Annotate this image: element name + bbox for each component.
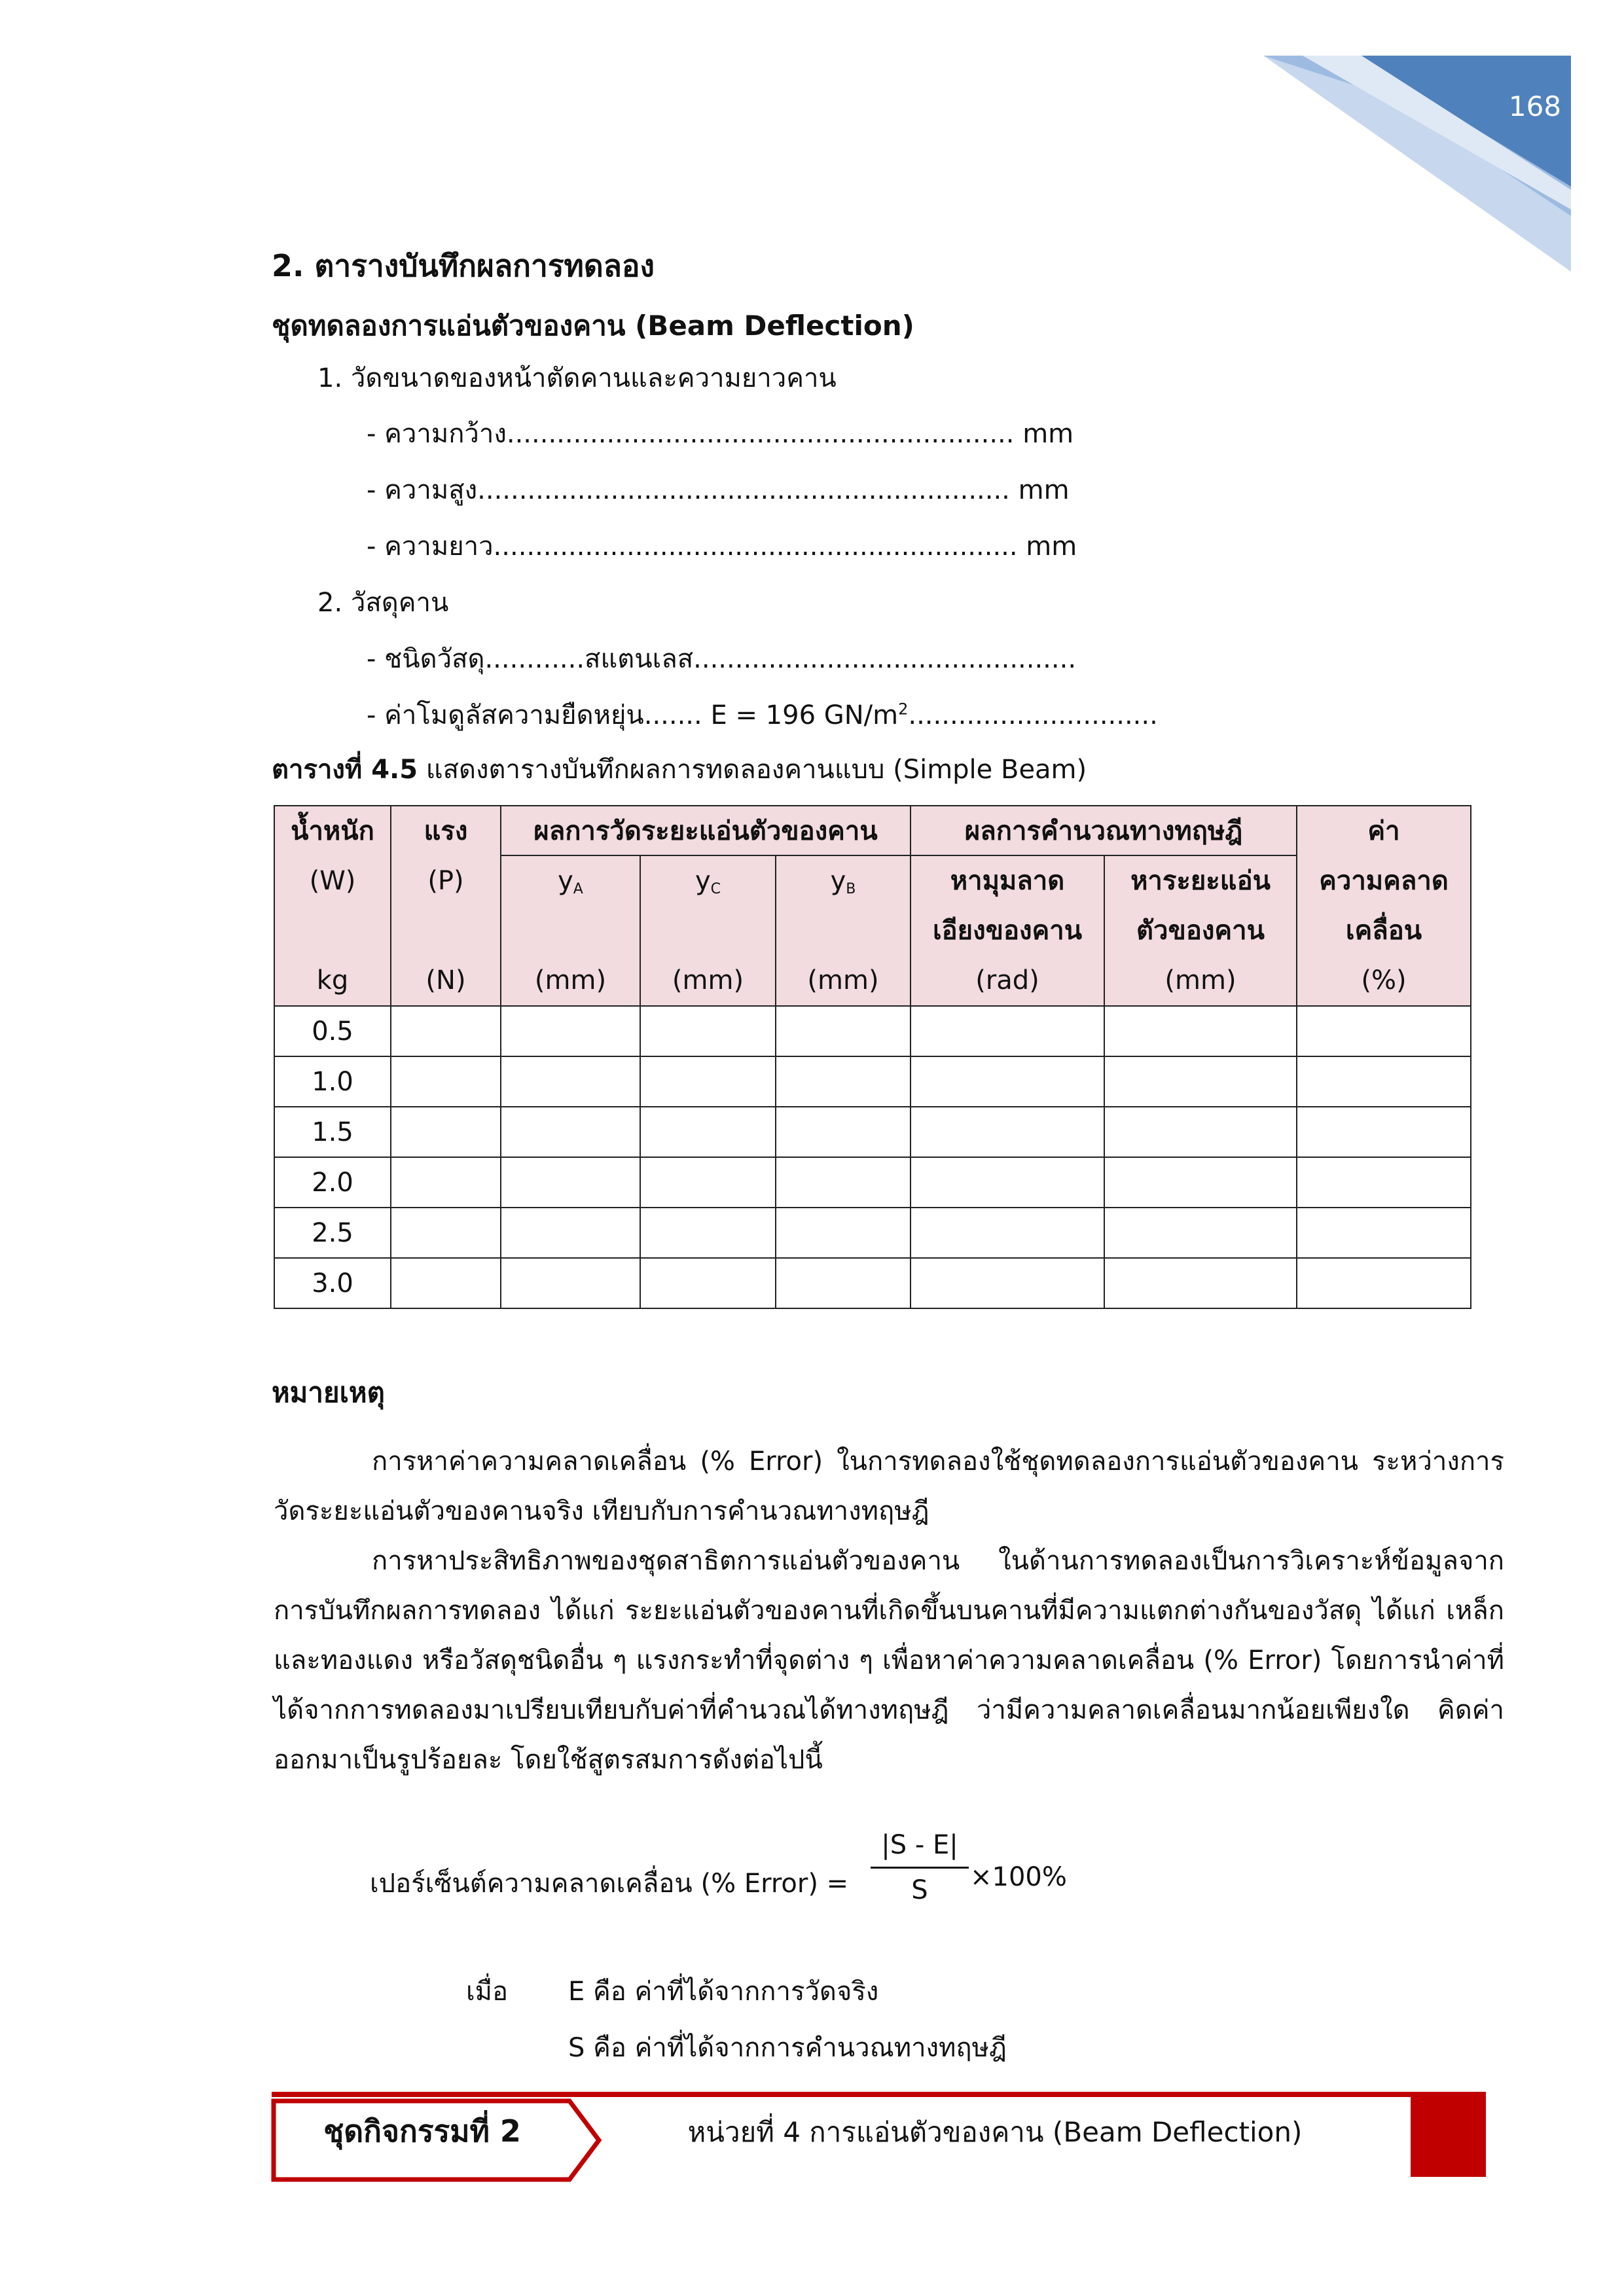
data-cell[interactable] [391, 1157, 501, 1208]
data-cell[interactable] [391, 1258, 501, 1308]
formula-lhs: เปอร์เซ็นต์ความคลาดเคลื่อน (% Error) = [370, 1869, 849, 1899]
weight-cell: 0.5 [274, 1006, 391, 1056]
data-cell[interactable] [1297, 1107, 1471, 1157]
data-cell[interactable] [391, 1107, 501, 1157]
formula-fraction [871, 1826, 969, 1909]
data-cell[interactable] [391, 1006, 501, 1056]
note-paragraph-2: การหาประสิทธิภาพของชุดสาธิตการแอ่นตัวของคาน ในด้านการทดลองเป็นการวิเคราะห์ข้อมูลจากการบันทึกผลการทดลอง ได้แก่ ระยะแอ่นตัวของคานที่เกิดขึ้นบนคานที่มีความแตกต่างกันของวัสดุ ได้แก่ เหล็ก และทองแดง หรือวัสดุชนิดอื่น ๆ แรงกระทำที่จุดต่าง ๆ เพื่อหาค่าความคลาดเคลื่อน (% Error) โดยการนำค่าที่ได้จากการทดลองมาเปรียบเทียบกับค่าที่คำนวณได้ทางทฤษฎี ว่ามีความคลาดเคลื่อนมากน้อยเพียงใด คิดค่าออกมาเป็นรูปร้อยละ โดยใช้สูตรสมการดังต่อไปนี้ [274, 1546, 1504, 1775]
data-cell[interactable] [640, 1006, 776, 1056]
weight-cell: 2.5 [274, 1208, 391, 1258]
header-slope: หามุมลาด เอียงของคาน (rad) [911, 855, 1104, 1006]
data-cell[interactable] [640, 1107, 776, 1157]
note-paragraph-1: การหาค่าความคลาดเคลื่อน (% Error) ในการทดลองใช้ชุดทดลองการแอ่นตัวของคาน ระหว่างการวัดระยะแอ่นตัวของคานจริง เทียบกับการคำนวณทางทฤษฎี [274, 1446, 1504, 1526]
header-yc: $y_C$ (mm) [640, 855, 776, 1006]
data-cell[interactable] [911, 1208, 1104, 1258]
table-row [274, 1157, 1471, 1208]
data-cell[interactable] [911, 1107, 1104, 1157]
data-cell[interactable] [776, 1056, 911, 1107]
header-yb: $y_B$ (mm) [776, 855, 911, 1006]
table-row [274, 1107, 1471, 1157]
definition-s: S คือ ค่าที่ได้จากการคำนวณทางทฤษฎี [568, 2033, 1007, 2063]
header-weight: น้ำหนัก (W) kg [274, 806, 391, 1006]
data-cell[interactable] [1104, 1157, 1297, 1208]
data-cell[interactable] [911, 1056, 1104, 1107]
formula-numerator: |S - E| [881, 1830, 958, 1860]
data-cell[interactable] [1297, 1006, 1471, 1056]
data-cell[interactable] [776, 1208, 911, 1258]
modulus-line: - ค่าโมดูลัสความยืดหยุ่น....... E = 196 $GN/m^2$.............................. [367, 700, 1158, 730]
header-force: แรง (P) (N) [391, 806, 501, 1006]
data-cell[interactable] [501, 1107, 640, 1157]
table-caption: ตารางที่ 4.5 แสดงตารางบันทึกผลการทดลองคานแบบ (Simple Beam) [272, 755, 1087, 785]
table-row [274, 1208, 1471, 1258]
header-deflection-calc: หาระยะแอ่น ตัวของคาน (mm) [1104, 855, 1297, 1006]
data-cell[interactable] [911, 1258, 1104, 1308]
data-cell[interactable] [1104, 1208, 1297, 1258]
data-cell[interactable] [1297, 1258, 1471, 1308]
length-line: - ความยาว............................................................... mm [367, 531, 1077, 562]
weight-cell: 3.0 [274, 1258, 391, 1308]
data-cell[interactable] [1297, 1208, 1471, 1258]
data-cell[interactable] [501, 1006, 640, 1056]
data-cell[interactable] [501, 1258, 640, 1308]
height-line: - ความสูง................................................................ mm [367, 475, 1070, 505]
data-cell[interactable] [640, 1208, 776, 1258]
table-row [274, 1258, 1471, 1308]
data-cell[interactable] [640, 1056, 776, 1107]
weight-cell: 2.0 [274, 1157, 391, 1208]
table-row [274, 1056, 1471, 1107]
table-row [274, 1006, 1471, 1056]
data-cell[interactable] [1297, 1157, 1471, 1208]
data-cell[interactable] [391, 1056, 501, 1107]
item-1-heading: 1. วัดขนาดของหน้าตัดคานและความยาวคาน [317, 363, 837, 393]
header-ya: $y_A$ (mm) [501, 855, 640, 1006]
record-table [274, 805, 1471, 1309]
data-cell[interactable] [391, 1208, 501, 1258]
data-cell[interactable] [501, 1056, 640, 1107]
data-cell[interactable] [776, 1157, 911, 1208]
data-cell[interactable] [1104, 1006, 1297, 1056]
data-cell[interactable] [1104, 1107, 1297, 1157]
data-cell[interactable] [640, 1258, 776, 1308]
header-theory: ผลการคำนวณทางทฤษฎี [911, 806, 1297, 855]
note-title: หมายเหตุ [272, 1376, 385, 1408]
data-cell[interactable] [776, 1107, 911, 1157]
formula-denominator: S [911, 1875, 928, 1905]
weight-cell: 1.5 [274, 1107, 391, 1157]
data-cell[interactable] [501, 1208, 640, 1258]
width-line: - ความกว้าง............................................................. mm [367, 419, 1074, 449]
page-number: 168 [1508, 90, 1562, 122]
formula-times: ×100% [970, 1862, 1067, 1892]
data-cell[interactable] [640, 1157, 776, 1208]
material-line: - ชนิดวัสดุ............สแตนเลส.............................................. [367, 644, 1077, 674]
data-cell[interactable] [1297, 1056, 1471, 1107]
definition-e: E คือ ค่าที่ได้จากการวัดจริง [568, 1977, 879, 2007]
data-cell[interactable] [501, 1157, 640, 1208]
data-cell[interactable] [776, 1006, 911, 1056]
activity-label: ชุดกิจกรรมที่ 2 [323, 2113, 521, 2149]
data-cell[interactable] [911, 1157, 1104, 1208]
item-2-heading: 2. วัสดุคาน [317, 588, 449, 618]
header-measured-deflection: ผลการวัดระยะแอ่นตัวของคาน [501, 806, 911, 855]
data-cell[interactable] [1104, 1258, 1297, 1308]
where-label: เมื่อ [466, 1977, 509, 2007]
header-error: ค่า ความคลาด เคลื่อน (%) [1297, 806, 1471, 1006]
data-cell[interactable] [776, 1258, 911, 1308]
unit-label: หน่วยที่ 4 การแอ่นตัวของคาน (Beam Deflection) [687, 2116, 1303, 2148]
section-title: 2. ตารางบันทึกผลการทดลอง [272, 248, 655, 283]
data-cell[interactable] [1104, 1056, 1297, 1107]
data-cell[interactable] [911, 1006, 1104, 1056]
corner-decoration [0, 0, 1624, 275]
weight-cell: 1.0 [274, 1056, 391, 1107]
section-subtitle: ชุดทดลองการแอ่นตัวของคาน (Beam Deflection) [272, 310, 914, 342]
